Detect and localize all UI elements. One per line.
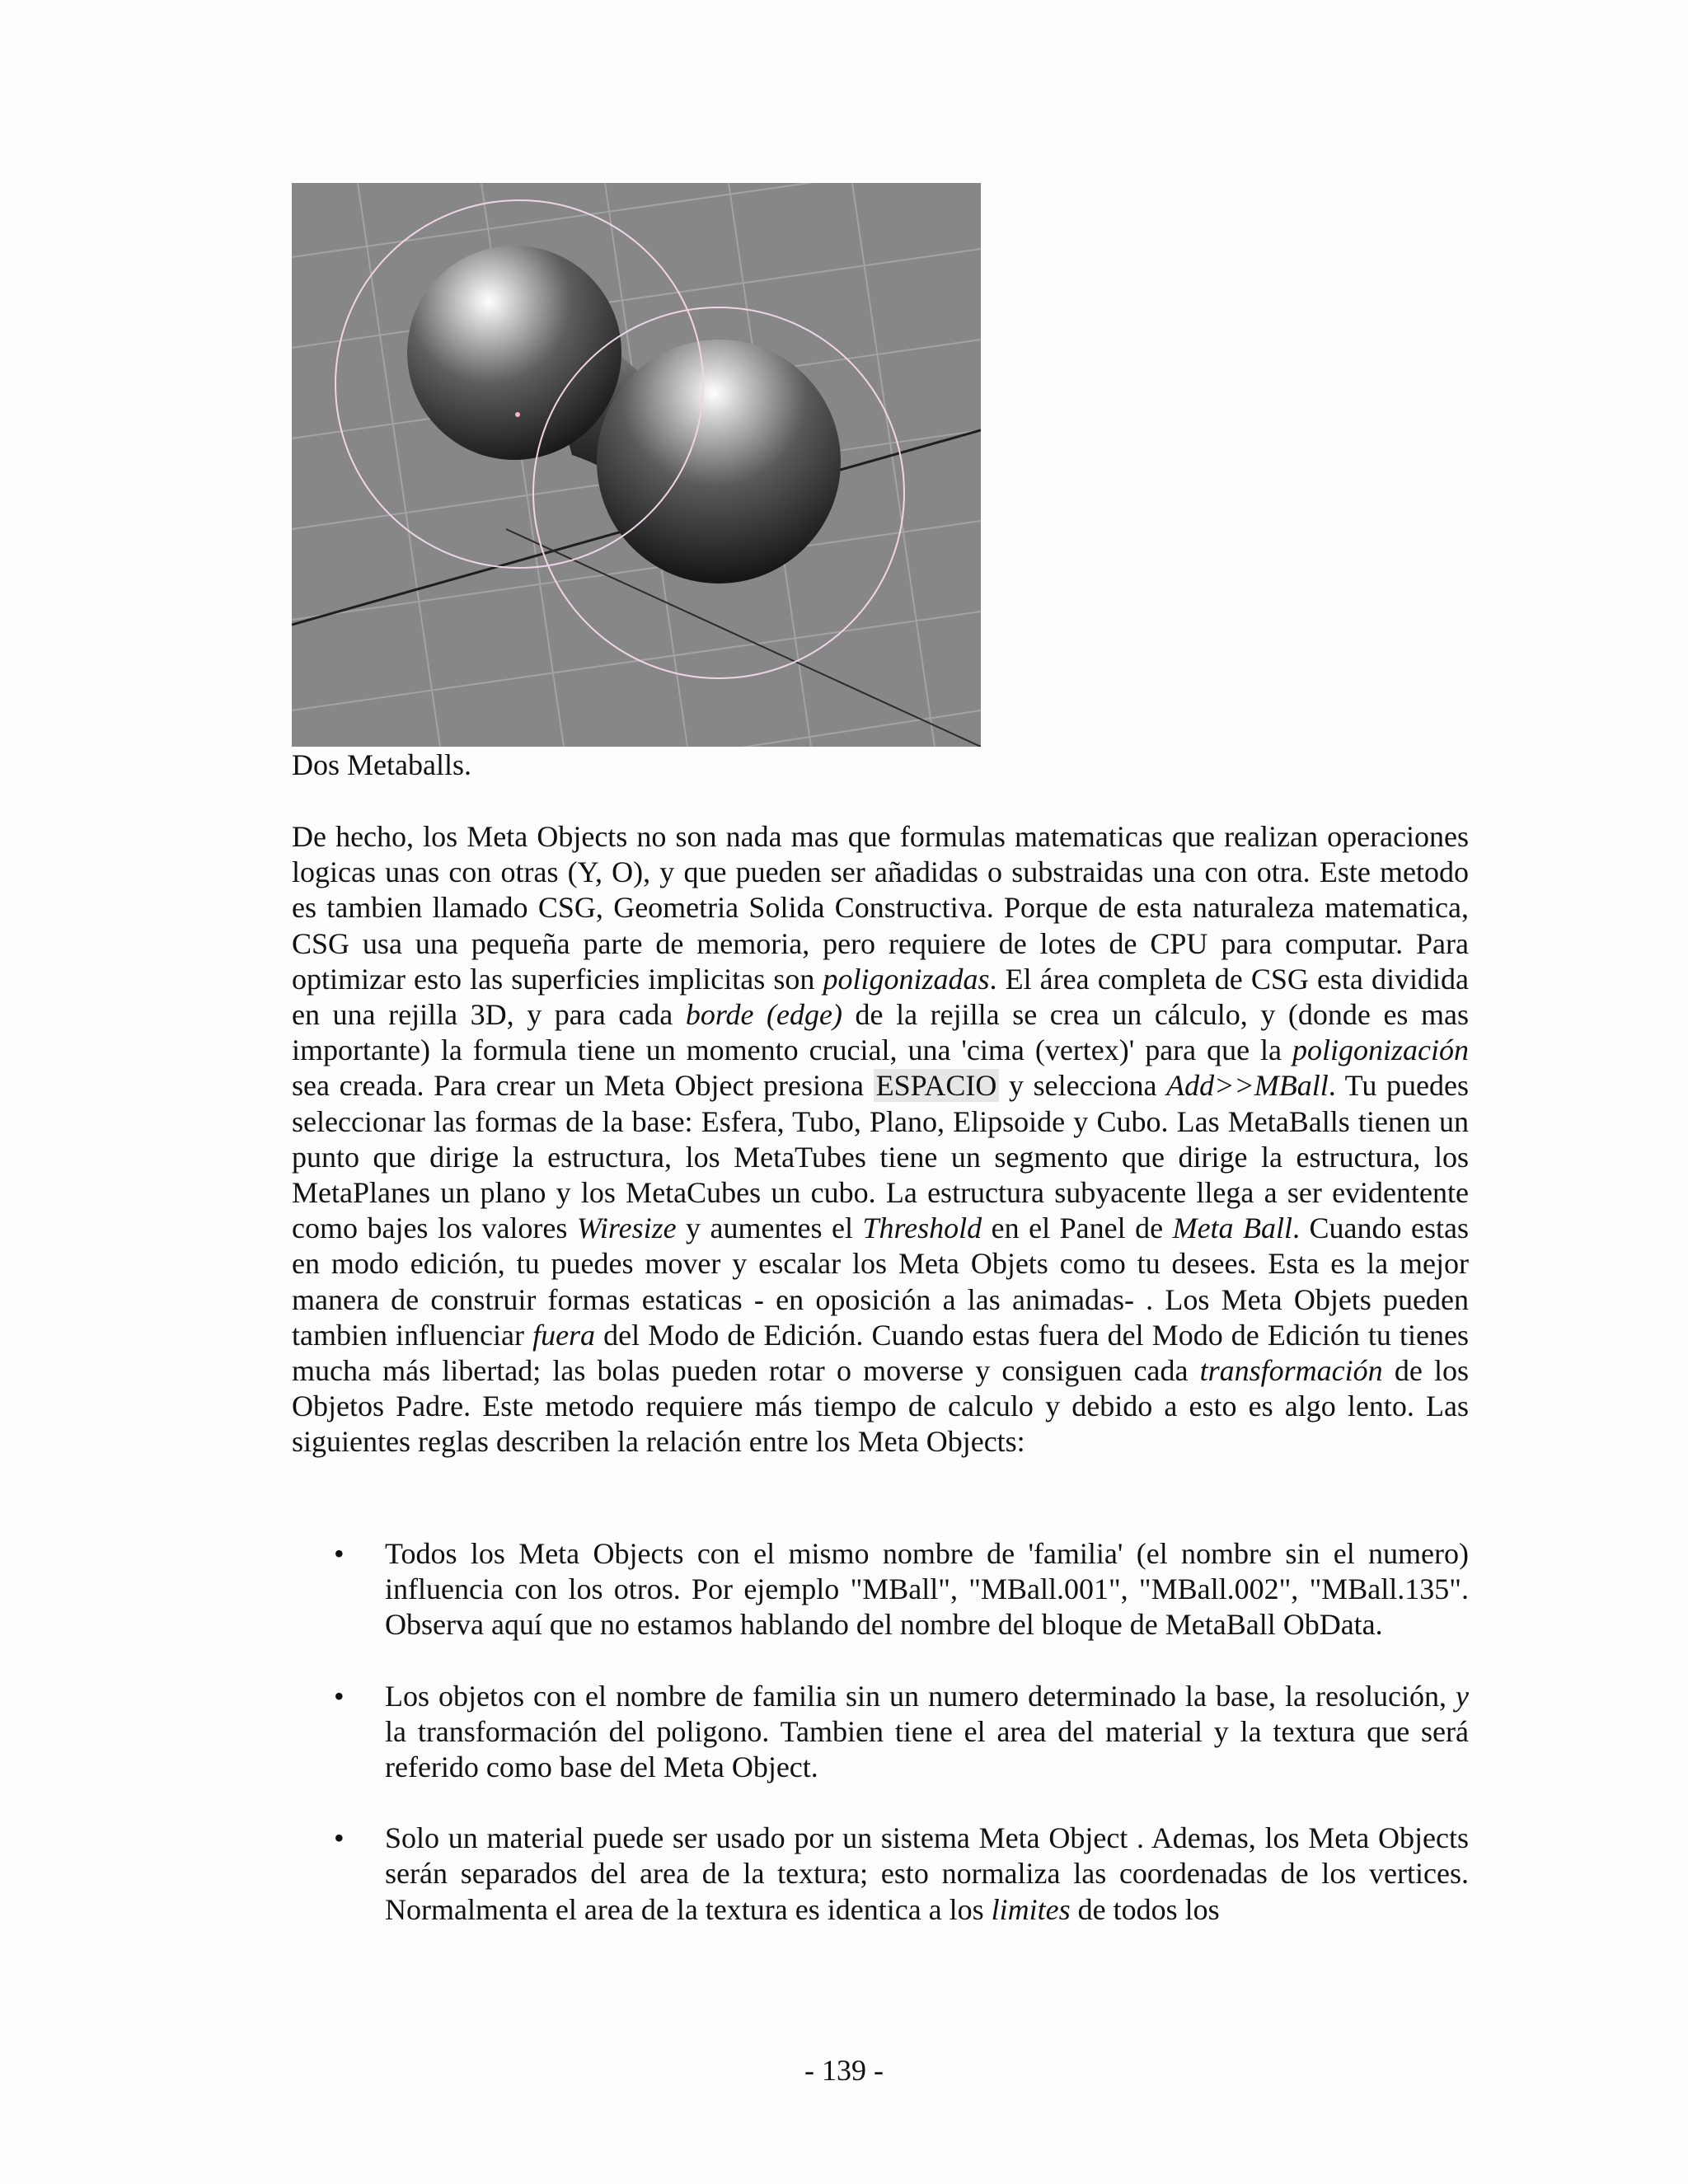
- term-poligonizadas: poligonizadas: [823, 962, 990, 996]
- metaballs-figure: [292, 183, 981, 747]
- term-borde-edge: borde (edge): [685, 998, 842, 1032]
- menu-path-add-mball: Add>>MBall: [1166, 1069, 1329, 1103]
- list-item: • Todos los Meta Objects con el mismo nombre de 'familia' (el nombre sin el numero) influencia con los otros. Por ejemplo "MBall", "MBall.001", "MBall.002", "MBall.135". Observa aquí que no estamos hablando del nombre del bloque de MetaBall ObData.: [334, 1537, 1469, 1642]
- term-threshold: Threshold: [862, 1212, 982, 1245]
- term-meta-ball: Meta Ball: [1172, 1212, 1293, 1245]
- rules-list: [292, 1536, 1469, 1963]
- body-paragraph: De hecho, los Meta Objects no son nada mas que formulas matematicas que realizan operaciones logicas unas con otras (Y, O), y que pueden ser añadidas o substraidas una con otra. Este metodo es tambien llamado CSG, Geometria Solida Constructiva. Porque de esta naturaleza matematica, CSG usa una pequeña parte de memoria, pero requiere de lotes de CPU para computar. Para optimizar esto las superficies implicitas son poligonizadas. El área completa de CSG esta dividida en una rejilla 3D, y para cada borde (edge) de la rejilla se crea un cálculo, y (donde es mas importante) la formula tiene un momento crucial, una 'cima (vertex)' para que la poligonización sea creada. Para crear un Meta Object presiona ESPACIO y selecciona Add>>MBall. Tu puedes seleccionar las formas de la base: Esfera, Tubo, Plano, Elipsoide y Cubo. Las MetaBalls tienen un punto que dirige la estructura, los MetaTubes tiene un segmento que dirige la estructura, los MetaPlanes un plano y los MetaCubes un cubo. La estructura subyacente llega a ser evidentente como bajes los valores Wiresize y aumentes el Threshold en el Panel de Meta Ball. Cuando estas en modo edición, tu puedes mover y escalar los Meta Objets como tu desees. Esta es la mejor manera de construir formas estaticas - en oposición a las animadas- . Los Meta Objets pueden tambien influenciar fuera del Modo de Edición. Cuando estas fuera del Modo de Edición tu tienes mucha más libertad; las bolas pueden rotar o moverse y consiguen cada transformación de los Objetos Padre. Este metodo requiere más tiempo de calculo y debido a esto es algo lento. Las siguientes reglas describen la relación entre los Meta Objects:: [292, 820, 1470, 1459]
- key-espacio: ESPACIO: [874, 1069, 1000, 1102]
- bullet-icon: •: [334, 1537, 345, 1570]
- bullet-icon: •: [334, 1821, 345, 1855]
- object-center-dot: [515, 412, 520, 417]
- term-wiresize: Wiresize: [576, 1212, 677, 1245]
- term-fuera: fuera: [532, 1318, 596, 1352]
- list-item: • Solo un material puede ser usado por un sistema Meta Object . Ademas, los Meta Objects serán separados del area de la textura; esto normaliza las coordenadas de los vertices. Normalmenta el area de la textura es identica a los limites de todos los: [334, 1821, 1469, 1926]
- figure-caption: Dos Metaballs.: [292, 748, 471, 781]
- metaball-right: [597, 340, 841, 583]
- term-transformacion: transformación: [1199, 1354, 1383, 1388]
- metaballs-render-image: [292, 183, 981, 747]
- page-number: - 139 -: [804, 2054, 884, 2087]
- term-poligonizacion: poligonización: [1292, 1033, 1469, 1067]
- metaball-left: [407, 246, 621, 460]
- bullet-icon: •: [334, 1679, 345, 1713]
- list-item: • Los objetos con el nombre de familia sin un numero determinado la base, la resolución, y la transformación del poligono. Tambien tiene el area del material y la textura que será referido como base del Meta Object.: [334, 1679, 1469, 1784]
